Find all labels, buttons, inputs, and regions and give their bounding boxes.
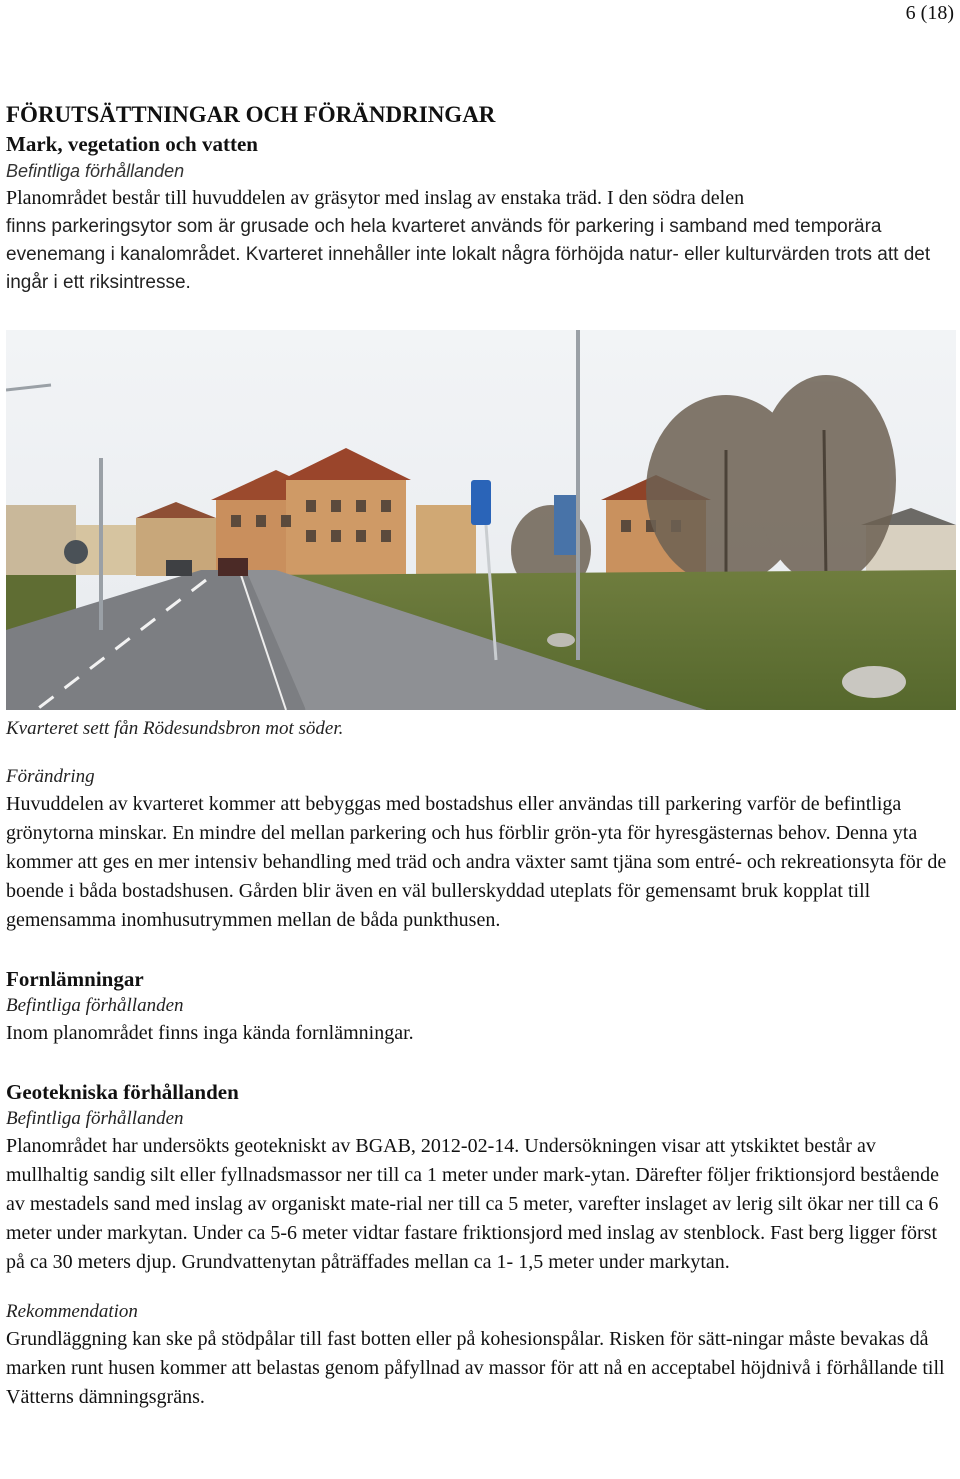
upper-content bbox=[6, 100, 954, 297]
fornlamningar-text: Inom planområdet finns inga kända fornlämningar. bbox=[6, 1022, 414, 1044]
geoteknik-text: Planområdet har undersökts geotekniskt av BGAB, 2012-02-14. Undersökningen visar att ytskiktet består av mullhaltig sandig silt eller fyllnadsmassor ner till ca 1 meter under mark-ytan. Därefter följer friktionsjord bestående av mestadels sand med inslag av organiskt mate-rial ner till ca 5 meter, varefter inslaget av lerig silt ökar ner till ca 6 meter under markytan. Under ca 5-6 meter vidtar fastare friktionsjord med inslag av stenblock. Fast berg ligger först på ca 30 meters djup. Grundvattenytan påträffades mellan ca 1- 1,5 meter under markytan. bbox=[6, 1135, 940, 1273]
change-label: Förändring bbox=[6, 766, 95, 787]
geoteknik-heading: Geotekniska förhållanden bbox=[6, 1080, 239, 1104]
mark-heading: Mark, vegetation och vatten bbox=[6, 132, 258, 156]
mark-existing-label: Befintliga förhållanden bbox=[6, 161, 185, 181]
lower-content bbox=[6, 764, 952, 1412]
fornlamningar-existing-label: Befintliga förhållanden bbox=[6, 995, 184, 1016]
photo-caption: Kvarteret sett fån Rödesundsbron mot söder. bbox=[6, 718, 344, 739]
geoteknik-existing-label: Befintliga förhållanden bbox=[6, 1108, 184, 1129]
street-photo-illustration bbox=[6, 330, 956, 710]
mark-paragraph-1: Planområdet består till huvuddelen av gräsytor med inslag av enstaka träd. I den södra delen bbox=[6, 187, 745, 209]
mark-paragraph-2: finns parkeringsytor som är grusade och hela kvarteret används för parkering i samband med temporära evenemang i kanalområdet. Kvarteret innehåller inte lokalt några förhöjda natur- eller kulturvärden trots att det ingår i ett riksintresse. bbox=[6, 216, 931, 293]
street-photo bbox=[6, 330, 956, 710]
section-title: FÖRUTSÄTTNINGAR OCH FÖRÄNDRINGAR bbox=[6, 102, 496, 127]
recommendation-text: Grundläggning kan ske på stödpålar till fast botten eller på kohesionspålar. Risken för sätt-ningar måste bevakas då marken runt husen kommer att belastas genom påfyllnad av massor för att nå en acceptabel höjdnivå i förhållande till Vätterns dämningsgräns. bbox=[6, 1328, 945, 1408]
recommendation-label: Rekommendation bbox=[6, 1301, 138, 1322]
fornlamningar-heading: Fornlämningar bbox=[6, 967, 144, 991]
change-text: Huvuddelen av kvarteret kommer att bebyggas med bostadshus eller användas till parkering varför de befintliga grönytorna minskar. En mindre del mellan parkering och hus förblir grön-yta för hyresgästernas behov. Denna yta kommer att ges en mer intensiv behandling med träd och andra växter samt tjäna som entré- och rekreationsyta för de boende i båda bostadshusen. Gården blir även en väl bullerskyddad uteplats för gemensamt bruk kopplat till gemensamma inomhusutrymmen mellan de båda punkthusen. bbox=[6, 793, 947, 931]
page-number: 6 (18) bbox=[905, 2, 954, 24]
